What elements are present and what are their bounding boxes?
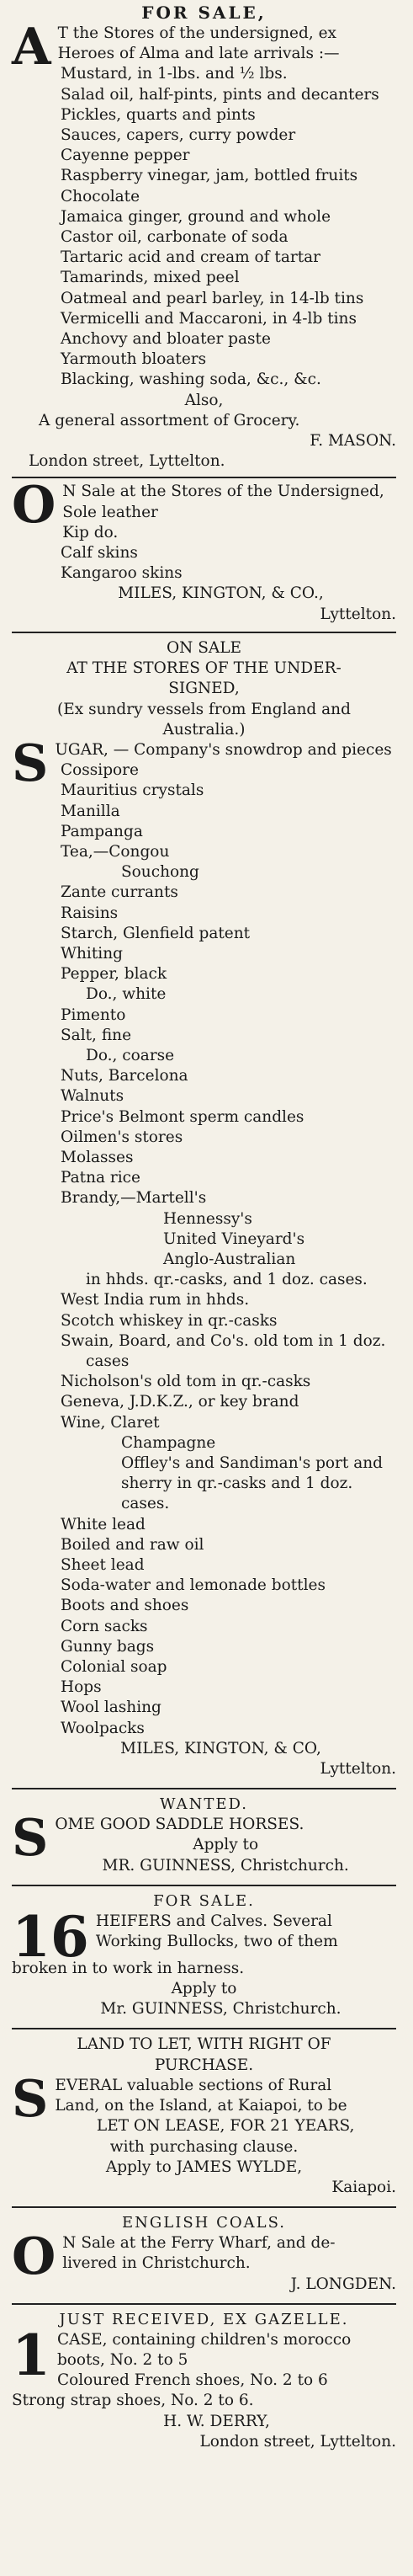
ad-leather <box>12 478 396 624</box>
list-item: sherry in qr.-casks and 1 doz. <box>121 1475 353 1493</box>
list-item: Corn sacks <box>61 1617 148 1635</box>
general-line: A general assortment of Grocery. <box>39 411 300 429</box>
signature: H. W. DERRY, <box>163 2412 270 2430</box>
list-item: Patna rice <box>61 1169 140 1187</box>
ad-line: HEIFERS and Calves. Several <box>95 1912 332 1930</box>
signature: MILES, KINGTON, & CO, <box>120 1739 321 1757</box>
list-item: Nicholson's old tom in qr.-casks <box>61 1373 311 1391</box>
list-item: Salad oil, half-pints, pints and decanters <box>61 85 379 104</box>
list-item: Pickles, quarts and pints <box>61 105 256 124</box>
list-item: Colonial soap <box>61 1658 167 1677</box>
ad-line: livered in Christchurch. <box>62 2254 251 2273</box>
signature: J. LONGDEN. <box>290 2275 396 2293</box>
list-item: White lead <box>61 1515 146 1533</box>
address: London street, Lyttelton. <box>29 452 225 471</box>
drop-numeral: 16 <box>12 1903 89 1970</box>
list-item: Geneva, J.D.K.Z., or key brand <box>61 1393 299 1411</box>
ad-line: Strong strap shoes, No. 2 to 6. <box>12 2392 254 2410</box>
contact-line: Mr. GUINNESS, Christchurch. <box>100 2000 342 2019</box>
list-item: Raisins <box>61 904 119 922</box>
apply-line: Apply to JAMES WYLDE, <box>105 2157 303 2176</box>
list-item: in hhds. qr.-casks, and 1 doz. cases. <box>86 1271 368 1289</box>
list-item: Chocolate <box>61 187 140 205</box>
list-item: Woolpacks <box>61 1719 145 1737</box>
heading-line: PURCHASE. <box>154 2056 254 2074</box>
ad-line: CASE, containing children's morocco <box>56 2330 352 2349</box>
ad-line: LET ON LEASE, FOR 21 YEARS, <box>96 2117 355 2136</box>
list-item: Brandy,—Martell's <box>61 1189 207 1208</box>
list-item: Souchong <box>121 863 199 882</box>
list-item: Offley's and Sandiman's port and <box>121 1454 384 1473</box>
list-item: Soda-water and lemonade bottles <box>61 1576 326 1595</box>
place-line: Kaiapoi. <box>331 2178 396 2196</box>
ad-line: Land, on the Island, at Kaiapoi, to be <box>55 2097 347 2115</box>
heading-line: (Ex sundry vessels from England and <box>57 700 351 718</box>
apply-line: Apply to <box>193 1836 259 1854</box>
drop-capital: S <box>12 733 49 793</box>
ad-heading: FOR SALE, <box>141 3 267 23</box>
ad-line: Coloured French shoes, No. 2 to 6 <box>56 2371 328 2390</box>
address: London street, Lyttelton. <box>199 2432 396 2451</box>
ad-line: boots, No. 2 to 5 <box>56 2350 188 2369</box>
list-item: Cossipore <box>61 761 139 780</box>
drop-capital: S <box>12 1809 49 1869</box>
list-item: Scotch whiskey in qr.-casks <box>61 1311 278 1330</box>
list-item: Tamarinds, mixed peel <box>61 269 240 287</box>
also-line: Also, <box>184 391 224 409</box>
list-item: cases. <box>121 1495 170 1513</box>
list-item: Blacking, washing soda, &c., &c. <box>61 371 321 389</box>
ad-shoes-gazelle <box>12 2305 396 2452</box>
list-item: Swain, Board, and Co's. old tom in 1 doz. <box>61 1331 386 1350</box>
ad-land-to-let <box>12 2029 396 2198</box>
ad-intro: OME GOOD SADDLE HORSES. <box>55 1816 304 1834</box>
list-item: United Vineyard's <box>163 1229 305 1248</box>
drop-capital: O <box>12 2227 56 2287</box>
list-item: Sauces, capers, curry powder <box>61 126 296 145</box>
list-item: Sole leather <box>62 503 158 521</box>
ad-intro: N Sale at the Stores of the Undersigned, <box>62 483 384 501</box>
ad-mason-grocery <box>12 0 396 472</box>
drop-numeral: 1 <box>12 2322 50 2388</box>
list-item: Salt, fine <box>61 1026 132 1044</box>
list-item: Boiled and raw oil <box>61 1535 204 1554</box>
list-item: Walnuts <box>61 1087 124 1106</box>
list-item: Jamaica ginger, ground and whole <box>61 207 331 226</box>
list-item: Calf skins <box>61 544 138 563</box>
list-item: Tea,—Congou <box>61 842 170 861</box>
list-item: Pampanga <box>61 822 143 840</box>
list-item: Pimento <box>61 1005 126 1024</box>
list-item: Kangaroo skins <box>61 564 183 583</box>
list-item: Wine, Claret <box>61 1413 160 1432</box>
ad-heading: WANTED. <box>159 1795 248 1814</box>
address: Lyttelton. <box>320 1760 396 1779</box>
ad-line: EVERAL valuable sections of Rural <box>55 2076 332 2094</box>
ad-heading: FOR SALE. <box>153 1891 255 1910</box>
heading-line: Australia.) <box>162 720 246 739</box>
list-item: Oilmen's stores <box>61 1128 183 1146</box>
item-list <box>12 503 396 584</box>
list-item: Molasses <box>61 1148 134 1166</box>
list-item: Tartaric acid and cream of tartar <box>61 248 321 267</box>
ad-heading <box>12 2035 396 2075</box>
heading-line: SIGNED, <box>168 680 240 698</box>
ad-intro: T the Stores of the undersigned, ex Heroes of Alma and late arrivals :— <box>57 24 340 63</box>
heading-line: LAND TO LET, WITH RIGHT OF <box>77 2035 331 2054</box>
signature: F. MASON. <box>310 432 396 451</box>
heading-line: AT THE STORES OF THE UNDER- <box>66 659 342 678</box>
list-item: West India rum in hhds. <box>61 1291 250 1309</box>
drop-capital: O <box>12 476 56 536</box>
list-item: Manilla <box>61 802 120 820</box>
list-item: Anchovy and bloater paste <box>61 330 271 349</box>
list-item: Hops <box>61 1678 102 1697</box>
list-item: Starch, Glenfield patent <box>61 924 251 942</box>
list-item: Oatmeal and pearl barley, in 14-lb tins <box>61 289 364 307</box>
list-item: Gunny bags <box>61 1637 155 1656</box>
list-item: Do., white <box>86 985 167 1004</box>
list-item: Vermicelli and Maccaroni, in 4-lb tins <box>61 309 357 328</box>
list-item: Mauritius crystals <box>61 781 204 800</box>
ad-heading: JUST RECEIVED, EX GAZELLE. <box>59 2310 349 2328</box>
heading-line: ON SALE <box>166 638 242 657</box>
item-list <box>12 760 396 1739</box>
list-item: cases <box>86 1352 130 1370</box>
list-item: Nuts, Barcelona <box>61 1067 188 1085</box>
list-item: Champagne <box>121 1433 216 1452</box>
list-item: Mustard, in 1-lbs. and ½ lbs. <box>61 65 288 83</box>
list-item: Price's Belmont sperm candles <box>61 1107 304 1126</box>
ad-wanted-horses <box>12 1789 396 1876</box>
list-item: Anglo-Australian <box>163 1250 296 1268</box>
list-item: Boots and shoes <box>61 1597 189 1615</box>
item-list <box>12 64 396 390</box>
list-item: Castor oil, carbonate of soda <box>61 228 289 247</box>
ad-line: with purchasing clause. <box>109 2137 299 2156</box>
list-item: Hennessy's <box>163 1209 252 1228</box>
list-item: Zante currants <box>61 883 178 902</box>
list-item: Sheet lead <box>61 1556 145 1575</box>
drop-capital: S <box>12 2069 49 2129</box>
drop-capital: A <box>12 18 51 77</box>
address: Lyttelton. <box>320 605 396 623</box>
ad-heifers <box>12 1886 396 2020</box>
contact-line: MR. GUINNESS, Christchurch. <box>102 1856 349 1875</box>
signature: MILES, KINGTON, & CO., <box>118 584 324 603</box>
list-item: Cayenne pepper <box>61 147 190 165</box>
list-item: Wool lashing <box>61 1699 161 1717</box>
apply-line: Apply to <box>171 1980 237 1998</box>
ad-miles-kington-stores <box>12 633 396 1779</box>
list-item: Kip do. <box>62 523 119 541</box>
list-item: Whiting <box>61 944 123 963</box>
list-item: Do., coarse <box>86 1046 175 1064</box>
ad-heading <box>12 638 396 740</box>
list-item: Pepper, black <box>61 965 167 984</box>
ad-line: Working Bullocks, two of them <box>95 1933 338 1951</box>
list-item: Raspberry vinegar, jam, bottled fruits <box>61 167 358 185</box>
ad-english-coals <box>12 2208 396 2295</box>
list-item: Yarmouth bloaters <box>61 350 207 369</box>
ad-line: broken in to work in harness. <box>12 1959 245 1977</box>
ad-intro: UGAR, — Company's snowdrop and pieces <box>55 740 392 759</box>
ad-line: N Sale at the Ferry Wharf, and de- <box>62 2234 336 2253</box>
ad-heading: ENGLISH COALS. <box>122 2214 286 2232</box>
